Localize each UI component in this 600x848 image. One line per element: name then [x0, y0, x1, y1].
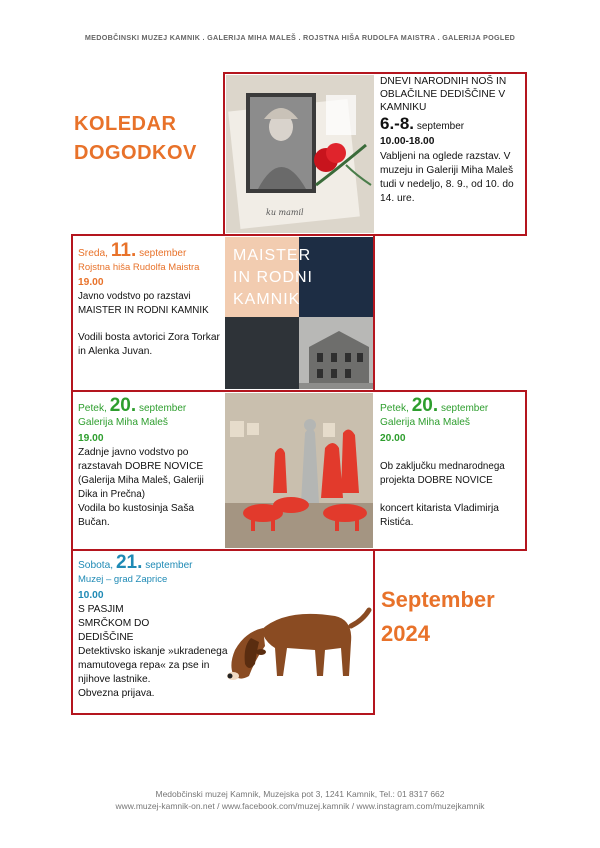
event-1-title: DNEVI NARODNIH NOŠ IN OBLAČILNE DEDIŠČINE V KAMNIKU: [380, 76, 507, 113]
event-2-date: 11.: [110, 240, 137, 261]
event-1-date: 6.-8.: [380, 114, 415, 133]
title-line-2: DOGODKOV: [74, 142, 197, 164]
event-3-time: 19.00: [78, 433, 104, 444]
event-4-place: Galerija Miha Maleš: [380, 417, 471, 428]
footer-links[interactable]: www.muzej-kamnik-on.net / www.facebook.com/muzej.kamnik / www.instagram.com/muzejkamnik: [115, 801, 485, 811]
event-3-day: Petek,: [78, 403, 107, 414]
svg-text:ku mamil: ku mamil: [266, 208, 304, 217]
event-2-month: september: [139, 248, 187, 259]
title-line-1: KOLEDAR: [74, 113, 177, 135]
event-5-place: Muzej – grad Zaprice: [78, 574, 168, 585]
month-big: September: [381, 587, 495, 612]
poster-title: MAISTER IN RODNI KAMNIK: [233, 247, 313, 308]
event-3-desc-2: Vodila bo kustosinja Saša Bučan.: [78, 503, 195, 528]
event-1-month: september: [416, 121, 465, 132]
event-2-time: 19.00: [78, 277, 104, 288]
event-3-date: 20.: [109, 395, 137, 416]
event-4-day: Petek,: [380, 403, 409, 414]
event-3-month: september: [139, 403, 187, 414]
event-1-time: 10.00-18.00: [380, 136, 435, 147]
maister-poster: [225, 237, 373, 389]
dog-illustration: [225, 590, 373, 700]
event-4-month: september: [441, 403, 489, 414]
event-5-month: september: [145, 560, 193, 571]
event-5-date: 21.: [115, 552, 143, 573]
event-5-note: Obvezna prijava.: [78, 688, 155, 699]
event-4-desc: Ob zaključku mednarodnega projekta DOBRE NOVICE: [380, 461, 505, 486]
event-1-desc: Vabljeni na oglede razstav. V muzeju in Galeriji Miha Maleš tudi v nedeljo, 8. 9., od 10. do 14. ure.: [380, 151, 514, 204]
event-4-time: 20.00: [380, 433, 406, 444]
event-2-place: Rojstna hiša Rudolfa Maistra: [78, 262, 200, 273]
event-3-desc-1: (Galerija Miha Maleš, Galeriji Dika in Prečna): [78, 475, 204, 500]
costume-photo-svg: [226, 75, 374, 233]
event-2-title: Javno vodstvo po razstavi MAISTER IN RODNI KAMNIK: [78, 291, 209, 316]
dog-svg: [225, 590, 373, 700]
event-4-date: 20.: [411, 395, 439, 416]
event-5-desc: Detektivsko iskanje »ukradenega mamutovega repa« za pse in njihove lastnike.: [78, 646, 228, 685]
event-3-place: Galerija Miha Maleš: [78, 417, 169, 428]
event-5-day: Sobota,: [78, 560, 114, 571]
event-2-desc: Vodili bosta avtorici Zora Torkar in Alenka Juvan.: [78, 332, 220, 357]
header-institutions: MEDOBČINSKI MUZEJ KAMNIK . GALERIJA MIHA MALEŠ . ROJSTNA HIŠA RUDOLFA MAISTRA . GALERIJA POGLED: [84, 33, 516, 42]
gallery-photo: [225, 393, 373, 548]
building-photo: [299, 317, 373, 389]
event-4-title: koncert kitarista Vladimirja Ristića.: [380, 503, 499, 528]
event-5-title: S PASJIM SMRČKOM DO DEDIŠČINE: [78, 604, 150, 643]
year-big: 2024: [381, 621, 430, 646]
event-2-day: Sreda,: [78, 248, 109, 259]
calendar-title: [74, 110, 197, 168]
costume-photo: [226, 75, 374, 233]
event-3-title: Zadnje javno vodstvo po razstavah DOBRE NOVICE: [78, 447, 204, 472]
footer-address: Medobčinski muzej Kamnik, Muzejska pot 3, 1241 Kamnik, Tel.: 01 8317 662: [155, 789, 445, 799]
gallery-photo-svg: [225, 393, 373, 548]
event-5-time: 10.00: [78, 590, 104, 601]
